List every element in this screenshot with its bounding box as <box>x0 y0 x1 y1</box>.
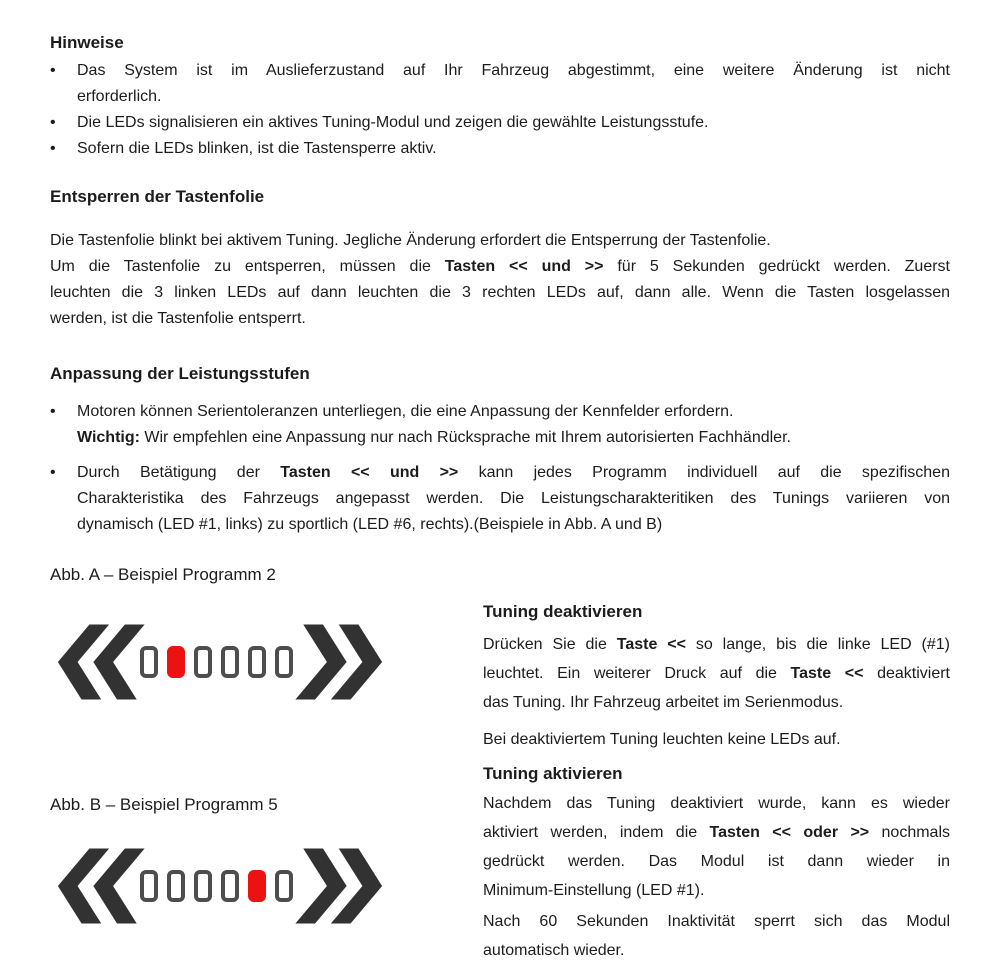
bold-text-span: Tasten << und >> <box>280 464 459 481</box>
text-span: automatisch wieder. <box>483 942 625 959</box>
text-span: Das System ist im Auslieferzustand auf Ihr Fahrzeug abgestimmt, eine weitere Änderung ist nicht <box>77 62 950 79</box>
text-span: Durch Betätigung der <box>77 464 281 481</box>
section-heading-anpassung: Anpassung der Leistungsstufen <box>50 364 310 383</box>
bullet-item <box>50 58 950 110</box>
bullet-text <box>77 460 950 538</box>
text-span: Drücken Sie die <box>483 636 617 653</box>
led-indicator <box>194 870 212 902</box>
aktivieren-paragraph <box>483 789 950 905</box>
text-line <box>483 659 950 688</box>
bold-text-span: Wichtig: <box>77 429 140 446</box>
text-span: werden, ist die Tastenfolie entsperrt. <box>50 310 306 327</box>
text-span: Sofern die LEDs blinken, ist die Tastensperre aktiv. <box>77 140 437 157</box>
text-span: Die LEDs signalisieren ein aktives Tuning-Modul und zeigen die gewählte Leistungsstufe. <box>77 114 709 131</box>
led-indicator <box>248 646 266 678</box>
bold-text-span: Taste << <box>616 636 686 653</box>
text-span: das Tuning. Ihr Fahrzeug arbeitet im Serienmodus. <box>483 694 844 711</box>
aktivieren-note <box>483 907 950 965</box>
text-line <box>483 818 950 847</box>
deaktivieren-note <box>483 725 950 754</box>
led-indicator <box>140 646 158 678</box>
led-indicator <box>275 646 293 678</box>
figure-a-led-panel <box>50 612 390 712</box>
led-indicator <box>167 870 185 902</box>
text-span: leuchtet. Ein weiterer Druck auf die <box>483 665 791 682</box>
bullet-marker: • <box>50 140 56 157</box>
text-line <box>483 876 950 905</box>
text-line <box>483 907 950 936</box>
text-line <box>483 725 950 754</box>
heading-tuning-aktivieren: Tuning aktivieren <box>483 764 623 783</box>
text-span: Nachdem das Tuning deaktiviert wurde, kann es wieder <box>483 795 950 812</box>
bullet-text <box>77 110 950 136</box>
text-line <box>77 84 950 110</box>
text-span: Wir empfehlen eine Anpassung nur nach Rücksprache mit Ihrem autorisierten Fachhändler. <box>139 429 791 446</box>
bold-text-span: Tasten << und >> <box>444 258 604 275</box>
bullet-text <box>77 58 950 110</box>
text-span: Die Tastenfolie blinkt bei aktivem Tuning. Jegliche Änderung erfordert die Entsperrung der Tastenfolie. <box>50 232 771 249</box>
double-chevron-left-icon <box>58 625 145 700</box>
led-indicator <box>221 646 239 678</box>
led-row <box>140 646 293 678</box>
text-span: gedrückt werden. Das Modul ist dann wieder in <box>483 853 950 870</box>
bullet-item <box>50 399 950 451</box>
instructions-column <box>483 562 950 965</box>
text-span: aktiviert werden, indem die <box>483 824 710 841</box>
text-span: nochmals <box>869 824 951 841</box>
text-line <box>50 306 950 332</box>
text-line <box>77 486 950 512</box>
double-chevron-right-icon <box>295 625 382 700</box>
text-span: kann jedes Programm individuell auf die spezifischen <box>458 464 950 481</box>
text-line <box>50 228 950 254</box>
text-line <box>77 425 950 451</box>
text-span: deaktiviert <box>863 665 950 682</box>
text-span: dynamisch (LED #1, links) zu sportlich (LED #6, rechts).(Beispiele in Abb. A und B) <box>77 516 663 533</box>
bullet-text <box>77 136 950 162</box>
text-span: Minimum-Einstellung (LED #1). <box>483 882 705 899</box>
text-line <box>483 936 950 965</box>
heading-tuning-deaktivieren: Tuning deaktivieren <box>483 602 643 621</box>
text-line <box>50 254 950 280</box>
text-line <box>77 58 950 84</box>
anpassung-bullet-list <box>50 399 950 538</box>
text-line <box>483 847 950 876</box>
text-line <box>483 688 950 717</box>
text-line <box>483 789 950 818</box>
double-chevron-left-icon <box>58 849 145 924</box>
figure-a-caption: Abb. A – Beispiel Programm 2 <box>50 565 276 584</box>
led-row <box>140 870 293 902</box>
led-indicator <box>275 870 293 902</box>
led-indicator <box>194 646 212 678</box>
figures-column <box>50 562 483 965</box>
text-line <box>77 512 950 538</box>
text-span: für 5 Sekunden gedrückt werden. Zuerst <box>603 258 950 275</box>
led-indicator <box>140 870 158 902</box>
bullet-text <box>77 399 950 451</box>
led-indicator <box>221 870 239 902</box>
text-line <box>77 136 950 162</box>
figure-b-caption: Abb. B – Beispiel Programm 5 <box>50 795 278 814</box>
bold-text-span: Tasten << oder >> <box>709 824 870 841</box>
figures-and-instructions <box>50 562 950 965</box>
bullet-item <box>50 110 950 136</box>
text-span: Charakteristika des Fahrzeugs angepasst werden. Die Leistungscharakteritiken des Tunings variieren von <box>77 490 950 507</box>
text-span: so lange, bis die linke LED (#1) <box>685 636 951 653</box>
bullet-marker: • <box>50 403 56 420</box>
hinweise-bullet-list <box>50 58 950 162</box>
text-span: leuchten die 3 linken LEDs auf dann leuchten die 3 rechten LEDs auf, dann alle. Wenn die Tasten losgelassen <box>50 284 950 301</box>
text-line <box>50 280 950 306</box>
double-chevron-right-icon <box>295 849 382 924</box>
bullet-marker: • <box>50 464 56 481</box>
led-indicator-active <box>167 646 185 678</box>
bullet-marker: • <box>50 114 56 131</box>
deaktivieren-paragraph <box>483 630 950 717</box>
text-line <box>77 110 950 136</box>
bullet-item <box>50 136 950 162</box>
text-span: Bei deaktiviertem Tuning leuchten keine LEDs auf. <box>483 731 841 748</box>
text-line <box>77 399 950 425</box>
text-span: Motoren können Serientoleranzen unterliegen, die eine Anpassung der Kennfelder erfordern. <box>77 403 734 420</box>
bold-text-span: Taste << <box>790 665 864 682</box>
section-heading-hinweise: Hinweise <box>50 33 124 52</box>
section-heading-entsperren: Entsperren der Tastenfolie <box>50 187 265 206</box>
figure-b-led-panel <box>50 836 390 936</box>
bullet-item <box>50 460 950 538</box>
text-line <box>483 630 950 659</box>
text-line <box>77 460 950 486</box>
text-span: Nach 60 Sekunden Inaktivität sperrt sich das Modul <box>483 913 950 930</box>
bullet-marker: • <box>50 62 56 79</box>
text-span: Um die Tastenfolie zu entsperren, müssen die <box>50 258 445 275</box>
entsperren-paragraph <box>50 228 950 332</box>
led-indicator-active <box>248 870 266 902</box>
text-span: erforderlich. <box>77 88 162 105</box>
